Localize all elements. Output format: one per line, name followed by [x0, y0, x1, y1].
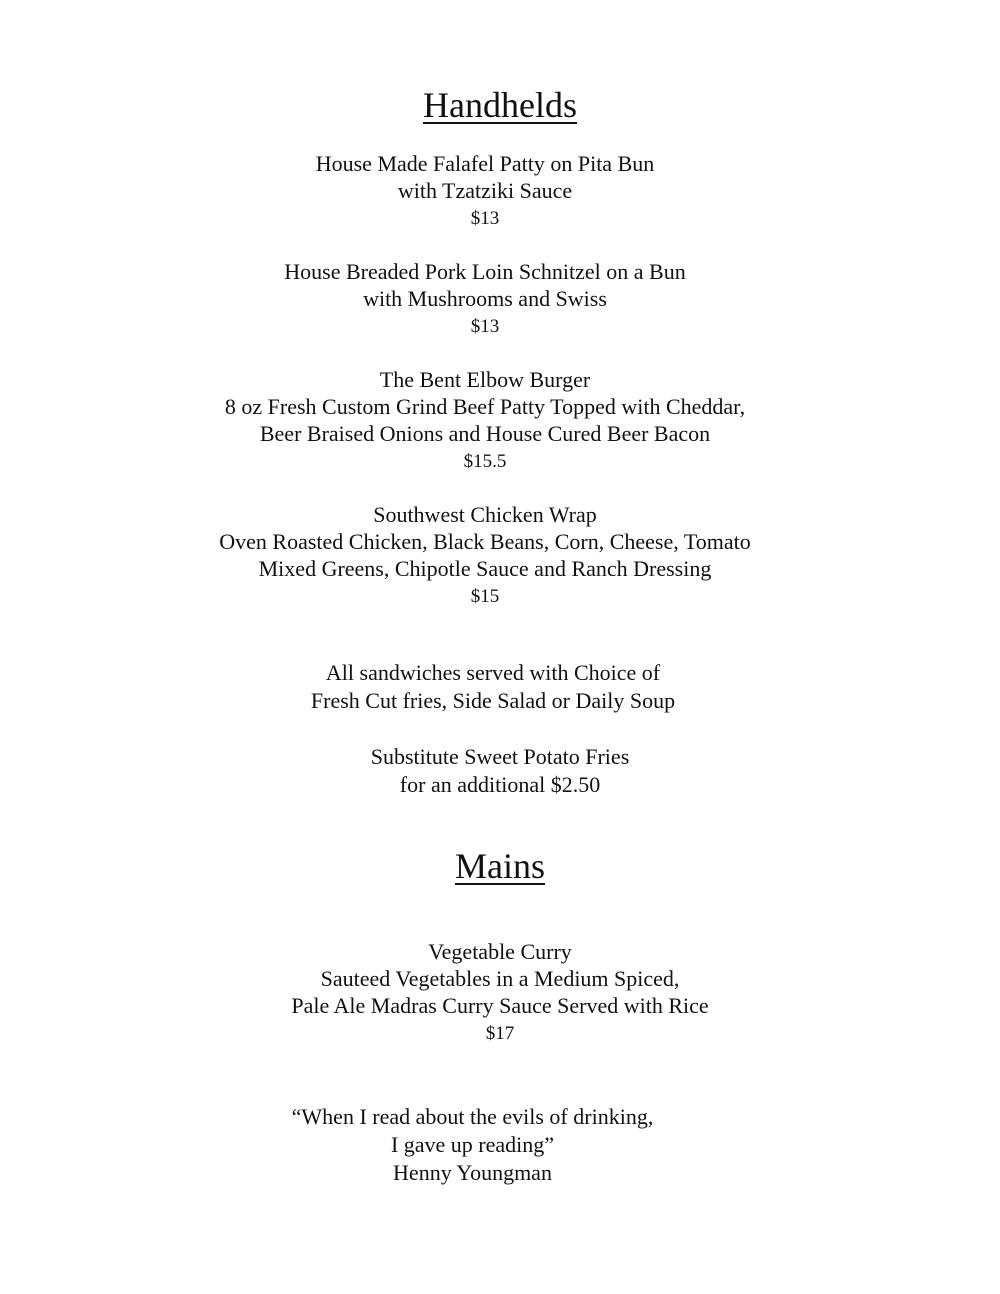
- item-description: Oven Roasted Chicken, Black Beans, Corn, Cheese, Tomato: [219, 529, 751, 554]
- mains-heading: Mains: [455, 846, 545, 886]
- item-price: $13: [470, 208, 500, 229]
- item-description: with Tzatziki Sauce: [397, 178, 573, 203]
- substitute-note: [0, 743, 1000, 799]
- item-name: House Made Falafel Patty on Pita Bun: [315, 151, 655, 176]
- item-price: $15.5: [463, 451, 507, 472]
- handhelds-heading: Handhelds: [423, 85, 577, 125]
- substitute-note-line: Substitute Sweet Potato Fries: [370, 744, 630, 769]
- menu-item-falafel: [0, 150, 970, 233]
- sides-note-line: All sandwiches served with Choice of: [325, 660, 661, 685]
- sides-note-line: Fresh Cut fries, Side Salad or Daily Soup: [310, 688, 676, 713]
- menu-item-chicken-wrap: [0, 501, 970, 611]
- item-description: 8 oz Fresh Custom Grind Beef Patty Topped with Cheddar,: [224, 394, 746, 419]
- quote-text: I gave up reading”: [390, 1132, 555, 1157]
- sides-note: [0, 659, 993, 715]
- quote-author: Henny Youngman: [393, 1160, 552, 1185]
- item-name: The Bent Elbow Burger: [379, 367, 591, 392]
- item-description: Beer Braised Onions and House Cured Beer Bacon: [259, 421, 711, 446]
- item-description: with Mushrooms and Swiss: [363, 286, 607, 311]
- item-price: $17: [485, 1023, 515, 1044]
- menu-item-vegetable-curry: [0, 938, 1000, 1048]
- quote-text: “When I read about the evils of drinking,: [291, 1104, 654, 1129]
- menu-item-schnitzel: [0, 258, 970, 341]
- item-price: $15: [470, 586, 500, 607]
- item-name: Southwest Chicken Wrap: [373, 502, 597, 527]
- quote-block: [0, 1103, 945, 1187]
- menu-item-burger: [0, 366, 970, 476]
- item-description: Sauteed Vegetables in a Medium Spiced,: [320, 966, 680, 991]
- substitute-note-line: for an additional $2.50: [399, 772, 601, 797]
- item-name: House Breaded Pork Loin Schnitzel on a Bun: [284, 259, 686, 284]
- item-description: Pale Ale Madras Curry Sauce Served with Rice: [291, 993, 709, 1018]
- item-price: $13: [470, 316, 500, 337]
- item-name: Vegetable Curry: [428, 939, 572, 964]
- item-description: Mixed Greens, Chipotle Sauce and Ranch Dressing: [258, 556, 712, 581]
